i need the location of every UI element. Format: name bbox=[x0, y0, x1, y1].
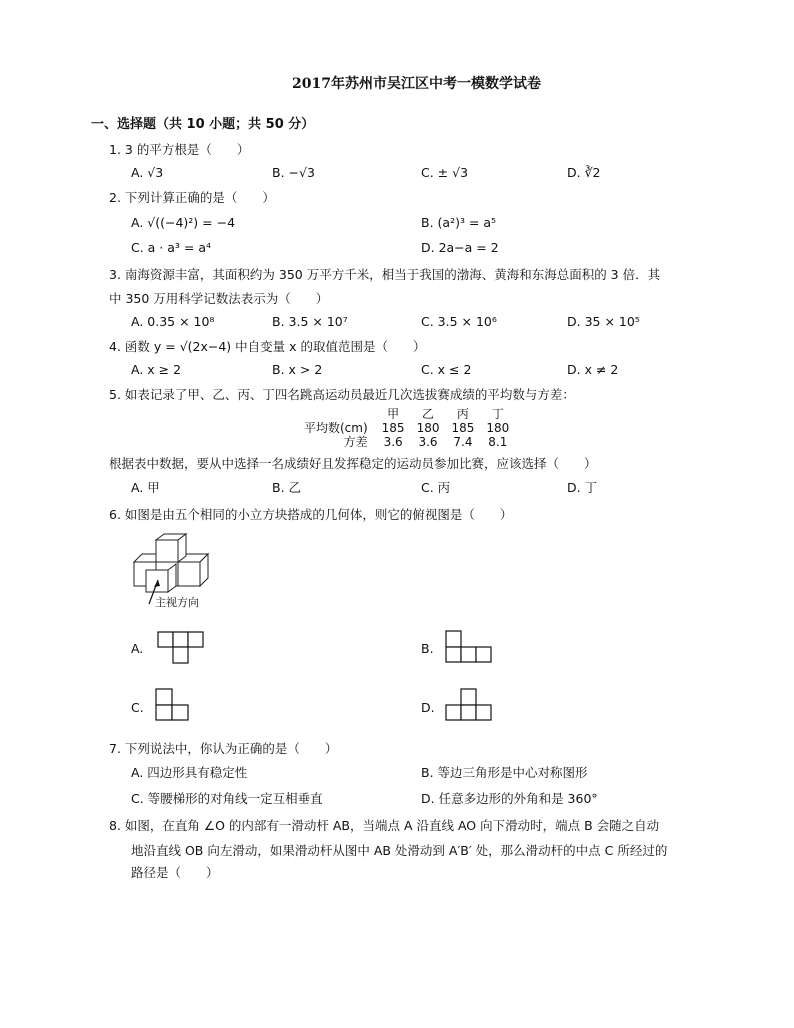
question-2-stem: 2. 下列计算正确的是（ ） bbox=[109, 190, 275, 205]
question-4-option-a: A. x ≥ 2 bbox=[131, 362, 182, 377]
question-4-option-d: D. x ≠ 2 bbox=[567, 362, 619, 377]
question-5-option-a: A. 甲 bbox=[131, 480, 160, 495]
table-cell: 8.1 bbox=[488, 435, 508, 449]
section-heading: 一、选择题（共 10 小题；共 50 分） bbox=[91, 117, 315, 132]
question-7-stem: 7. 下列说法中，你认为正确的是（ ） bbox=[109, 741, 338, 756]
question-7-option-a: A. 四边形具有稳定性 bbox=[131, 765, 248, 780]
question-8-line3: 路径是（ ） bbox=[131, 865, 219, 880]
table-header-cell: 丁 bbox=[491, 407, 504, 421]
question-1-option-b: B. −√3 bbox=[272, 165, 315, 180]
question-3-stem-line2: 中 350 万用科学记数法表示为（ ） bbox=[109, 291, 329, 306]
table-cell: 185 bbox=[381, 421, 405, 435]
top-view-option-d bbox=[445, 688, 495, 722]
question-8-line2: 地沿直线 OB 向左滑动，如果滑动杆从图中 AB 处滑动到 A′B′ 处，那么滑动杆的中点 C 所经过的 bbox=[131, 843, 668, 858]
question-3-stem-line1: 3. 南海资源丰富，其面积约为 350 万平方千米，相当于我国的渤海、黄海和东海总面积的 3 倍．其 bbox=[109, 267, 661, 282]
table-cell: 7.4 bbox=[453, 435, 473, 449]
question-1-option-d: D. ∛2 bbox=[567, 165, 601, 180]
question-2-option-a: A. √((−4)²) = −4 bbox=[131, 215, 236, 230]
question-1-option-c: C. ± √3 bbox=[421, 165, 469, 180]
top-view-option-c bbox=[155, 688, 195, 722]
question-4-option-c: C. x ≤ 2 bbox=[421, 362, 472, 377]
question-1-option-a: A. √3 bbox=[131, 165, 164, 180]
score-table bbox=[298, 407, 515, 449]
question-5-option-c: C. 丙 bbox=[421, 480, 451, 495]
table-row bbox=[298, 435, 515, 449]
table-cell: 3.6 bbox=[418, 435, 438, 449]
question-5-option-d: D. 丁 bbox=[567, 480, 598, 495]
question-3-option-c: C. 3.5 × 10⁶ bbox=[421, 314, 497, 329]
question-1-stem: 1. 3 的平方根是（ ） bbox=[109, 142, 250, 157]
question-3-option-d: D. 35 × 10⁵ bbox=[567, 314, 640, 329]
question-6-stem: 6. 如图是由五个相同的小立方块搭成的几何体，则它的俯视图是（ ） bbox=[109, 507, 513, 522]
view-direction-caption: 主视方向 bbox=[155, 596, 199, 609]
table-cell: 3.6 bbox=[383, 435, 403, 449]
table-cell: 180 bbox=[416, 421, 440, 435]
page-title: 2017年苏州市吴江区中考一模数学试卷 bbox=[292, 76, 541, 92]
question-7-option-b: B. 等边三角形是中心对称图形 bbox=[421, 765, 588, 780]
question-8-line1: 8. 如图，在直角 ∠O 的内部有一滑动杆 AB，当端点 A 沿直线 AO 向下滑动时，端点 B 会随之自动 bbox=[109, 818, 660, 833]
question-7-option-c: C. 等腰梯形的对角线一定互相垂直 bbox=[131, 791, 323, 806]
question-3-option-a: A. 0.35 × 10⁸ bbox=[131, 314, 215, 329]
question-5-option-b: B. 乙 bbox=[272, 480, 302, 495]
table-header-cell: 丙 bbox=[456, 407, 469, 421]
question-4-option-b: B. x > 2 bbox=[272, 362, 323, 377]
top-view-option-b bbox=[445, 630, 495, 664]
question-6-option-b: B. bbox=[421, 641, 434, 656]
table-cell: 方差 bbox=[343, 435, 368, 449]
question-6-option-a: A. bbox=[131, 641, 144, 656]
question-4-stem: 4. 函数 y = √(2x−4) 中自变量 x 的取值范围是（ ） bbox=[109, 339, 426, 354]
table-header-cell: 甲 bbox=[387, 407, 400, 421]
question-7-option-d: D. 任意多边形的外角和是 360° bbox=[421, 791, 598, 806]
table-header-cell bbox=[298, 407, 376, 421]
table-row bbox=[298, 421, 515, 435]
table-header-row bbox=[298, 407, 515, 421]
table-cell: 180 bbox=[486, 421, 510, 435]
table-cell: 平均数(cm) bbox=[304, 421, 368, 435]
question-6-option-c: C. bbox=[131, 700, 144, 715]
question-3-option-b: B. 3.5 × 10⁷ bbox=[272, 314, 348, 329]
table-cell: 185 bbox=[451, 421, 475, 435]
question-5-stem-2: 根据表中数据，要从中选择一名成绩好且发挥稳定的运动员参加比赛，应该选择（ ） bbox=[109, 456, 597, 471]
table-header-cell: 乙 bbox=[422, 407, 435, 421]
question-6-option-d: D. bbox=[421, 700, 435, 715]
question-2-option-b: B. (a²)³ = a⁵ bbox=[421, 215, 497, 230]
question-2-option-d: D. 2a−a = 2 bbox=[421, 240, 499, 255]
question-5-stem: 5. 如表记录了甲、乙、丙、丁四名跳高运动员最近几次选拔赛成绩的平均数与方差： bbox=[109, 387, 575, 402]
question-2-option-c: C. a · a³ = a⁴ bbox=[131, 240, 212, 255]
top-view-option-a bbox=[157, 631, 207, 665]
